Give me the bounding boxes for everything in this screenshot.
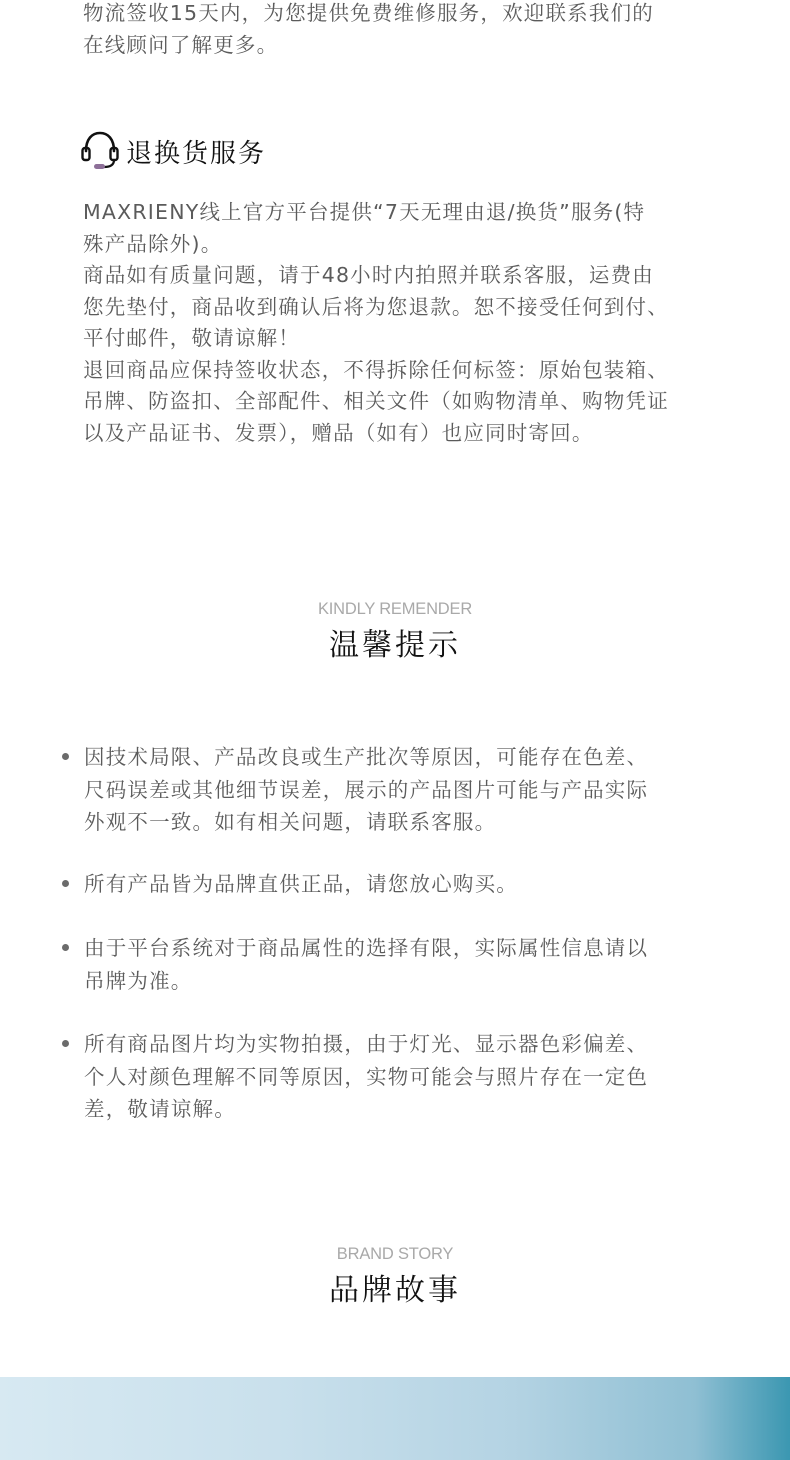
- brand-story-title-en: BRAND STORY: [336, 1245, 454, 1263]
- bullet-icon: [62, 1040, 69, 1047]
- warranty-paragraph: [83, 0, 713, 61]
- bullet-line: 尺码误差或其他细节误差，展示的产品图片可能与产品实际: [84, 777, 649, 802]
- reminder-item: [60, 741, 720, 839]
- paragraph-line: 殊产品除外)。: [83, 231, 223, 256]
- bullet-line: 所有产品皆为品牌直供正品，请您放心购买。: [84, 872, 518, 896]
- brand-story-title: [0, 1243, 790, 1311]
- reminder-item-text: [84, 741, 720, 839]
- bullet-icon: [62, 880, 69, 887]
- paragraph-line: MAXRIENY线上官方平台提供“7天无理由退/换货”服务(特: [83, 200, 646, 224]
- bullet-line: 差，敬请谅解。: [84, 1097, 236, 1121]
- bullet-line: 由于平台系统对于商品属性的选择有限，实际属性信息请以: [84, 936, 649, 960]
- returns-heading: [80, 127, 266, 175]
- returns-paragraph: [83, 197, 713, 449]
- bullet-line: 外观不一致。如有相关问题，请联系客服。: [84, 810, 497, 834]
- reminder-item-text: [84, 932, 720, 997]
- paragraph-line: 退回商品应保持签收状态，不得拆除任何标签：原始包装箱、: [83, 357, 669, 382]
- bullet-line: 吊牌为准。: [84, 968, 193, 993]
- bullet-line: 因技术局限、产品改良或生产批次等原因，可能存在色差、: [84, 745, 649, 769]
- returns-title: 退换货服务: [126, 138, 267, 169]
- paragraph-line: 吊牌、防盗扣、全部配件、相关文件（如购物清单、购物凭证: [83, 389, 669, 413]
- reminder-item: [60, 932, 720, 997]
- headset-icon: [80, 129, 120, 173]
- reminder-title: [0, 598, 790, 666]
- bullet-line: 所有商品图片均为实物拍摄，由于灯光、显示器色彩偏差、: [84, 1032, 649, 1056]
- paragraph-line: 您先垫付，商品收到确认后将为您退款。恕不接受任何到付、: [83, 294, 669, 319]
- reminder-item: [60, 868, 720, 901]
- brand-banner-gradient: [0, 1377, 790, 1460]
- bullet-icon: [62, 753, 69, 760]
- paragraph-line: 以及产品证书、发票），赠品（如有）也应同时寄回。: [83, 420, 594, 445]
- paragraph-line: 物流签收15天内，为您提供免费维修服务，欢迎联系我们的: [83, 1, 654, 25]
- reminder-item-text: [84, 1028, 720, 1126]
- paragraph-line: 商品如有质量问题，请于48小时内拍照并联系客服，运费由: [83, 263, 654, 287]
- paragraph-line: 平付邮件，敬请谅解！: [83, 326, 300, 350]
- bullet-line: 个人对颜色理解不同等原因，实物可能会与照片存在一定色: [84, 1064, 649, 1089]
- reminder-title-cn: 温馨提示: [329, 628, 461, 663]
- brand-story-title-cn: 品牌故事: [329, 1273, 461, 1308]
- reminder-item: [60, 1028, 720, 1126]
- reminder-item-text: [84, 868, 720, 901]
- reminder-title-en: KINDLY REMENDER: [317, 600, 473, 618]
- bullet-icon: [62, 944, 69, 951]
- paragraph-line: 在线顾问了解更多。: [83, 32, 279, 57]
